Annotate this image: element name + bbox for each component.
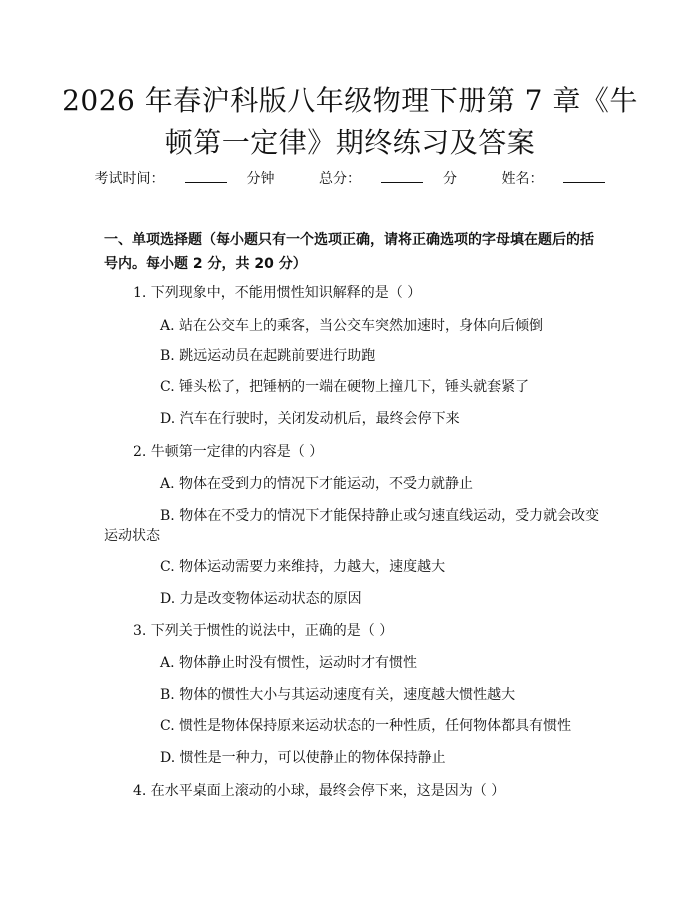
question-2-option-c: C. 物体运动需要力来维持，力越大，速度越大 bbox=[160, 559, 446, 575]
question-1: 1. 下列现象中，不能用惯性知识解释的是（ ） bbox=[133, 285, 422, 301]
time-unit: 分钟 bbox=[246, 171, 275, 187]
time-blank[interactable] bbox=[185, 168, 227, 183]
section-heading: 一、单项选择题（每小题只有一个选项正确，请将正确选项的字母填在题后的括号内。每小题 2 分，共 20 分） bbox=[104, 232, 594, 272]
question-2-option-b-continued: 运动状态 bbox=[104, 528, 160, 544]
score-field bbox=[309, 168, 467, 188]
time-label: 考试时间： bbox=[94, 171, 165, 187]
question-4: 4. 在水平桌面上滚动的小球，最终会停下来，这是因为（ ） bbox=[133, 783, 506, 799]
score-unit: 分 bbox=[443, 171, 457, 187]
question-2: 2. 牛顿第一定律的内容是（ ） bbox=[133, 444, 324, 460]
question-1-option-b: B. 跳远运动员在起跳前要进行助跑 bbox=[160, 348, 376, 364]
score-blank[interactable] bbox=[381, 168, 423, 183]
document-title bbox=[60, 80, 640, 164]
question-2-option-b: B. 物体在不受力的情况下才能保持静止或匀速直线运动，受力就会改变 bbox=[160, 508, 600, 524]
title-line-1: 2026 年春沪科版八年级物理下册第 7 章《牛 bbox=[62, 84, 638, 117]
name-label: 姓名： bbox=[501, 171, 544, 187]
name-field bbox=[491, 168, 615, 188]
score-label: 总分： bbox=[319, 171, 361, 187]
question-3-option-b: B. 物体的惯性大小与其运动速度有关，速度越大惯性越大 bbox=[160, 687, 516, 703]
question-3: 3. 下列关于惯性的说法中，正确的是（ ） bbox=[133, 623, 394, 639]
time-field bbox=[85, 168, 285, 188]
question-1-option-c: C. 锤头松了，把锤柄的一端在硬物上撞几下，锤头就套紧了 bbox=[160, 379, 530, 395]
question-2-option-a: A. 物体在受到力的情况下才能运动，不受力就静止 bbox=[160, 476, 474, 492]
exam-meta bbox=[0, 168, 700, 188]
question-2-option-d: D. 力是改变物体运动状态的原因 bbox=[160, 591, 362, 607]
question-1-option-a: A. 站在公交车上的乘客，当公交车突然加速时，身体向后倾倒 bbox=[160, 318, 544, 334]
question-3-option-a: A. 物体静止时没有惯性，运动时才有惯性 bbox=[160, 655, 418, 671]
question-3-option-d: D. 惯性是一种力，可以使静止的物体保持静止 bbox=[160, 750, 446, 766]
title-line-2: 顿第一定律》期终练习及答案 bbox=[164, 126, 536, 159]
name-blank[interactable] bbox=[563, 168, 605, 183]
question-1-option-d: D. 汽车在行驶时，关闭发动机后，最终会停下来 bbox=[160, 411, 460, 427]
question-3-option-c: C. 惯性是物体保持原来运动状态的一种性质，任何物体都具有惯性 bbox=[160, 718, 572, 734]
